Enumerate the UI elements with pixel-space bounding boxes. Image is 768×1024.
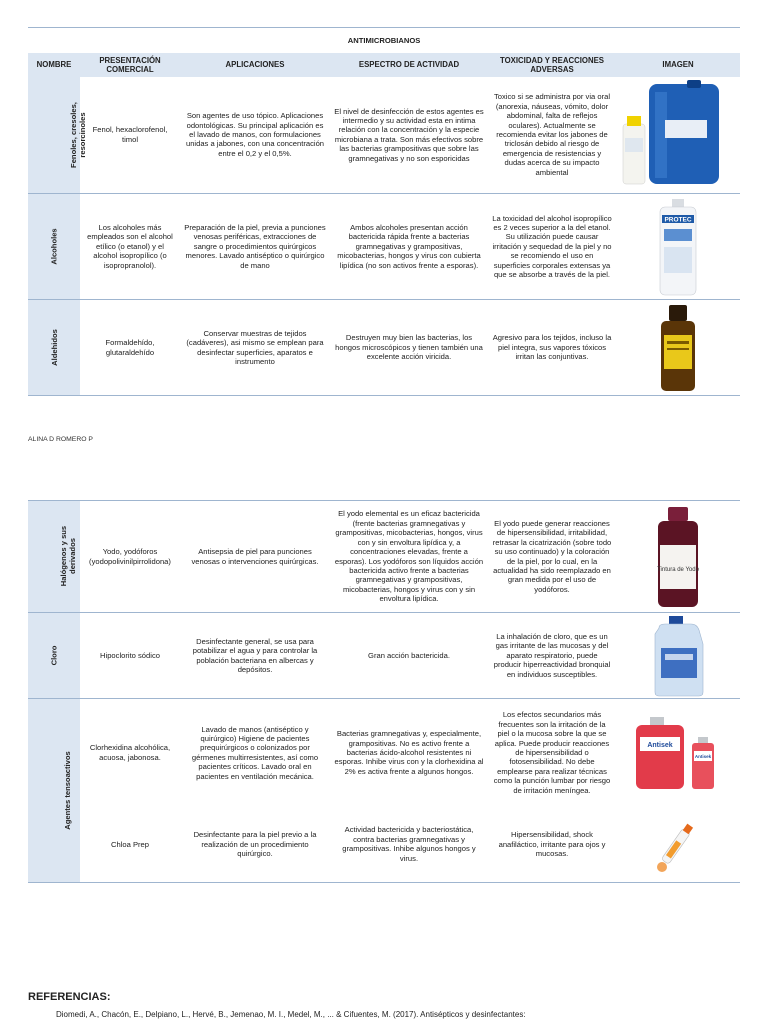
row-name-cell [28,501,80,613]
table-row [28,194,740,300]
row-name: Cloro [49,645,59,666]
presentation-cell: Los alcoholes más empleados son el alcohol etílico (o etanol) y el alcohol isopropílico (o isopropranolol). [80,194,180,300]
header-imagen: IMAGEN [616,53,740,77]
applications-cell: Desinfectante general, se usa para potabilizar el agua y para controlar la población bacteriana en albercas y depósitos. [180,613,330,699]
image-cell [616,501,740,613]
antimicrobials-table [28,27,740,396]
spectrum-cell: Ambos alcoholes presentan acción bactericida rápida frente a bacterias gramnegativas y grampositivas, micobacterias, hongos y virus con cubierta lipídica (no son activos frente a esporas). [330,194,488,300]
alcohol-bottle-label: PROTEC [664,216,692,223]
spectrum-cell: Bacterias gramnegativas y, especialmente, grampositivas. No es activo frente a bacterias ácido-alcohol resistentes ni esporas. Inhibe virus con y la clorhexidina al 2% es activa frente a algunos hongos. [334,729,484,776]
header-aplicaciones: APLICACIONES [180,53,330,77]
image-cell [616,77,740,194]
row-name-cell [28,77,87,194]
reference-item: • Diomedi, A., Chacón, E., Delpiano, L., Hervé, B., Jemenao, M. I., Medel, M., ... & Cifuentes, M. (2017). Antisépticos y desinfectantes: [56,1010,756,1020]
chlorhexidine-small-label: Antisek [694,753,712,759]
references-title: REFERENCIAS: [28,991,111,1003]
toxicity-cell: Toxico si se administra por via oral (anorexia, náuseas, vómito, dolor abdominal, falta de reflejos oculares). Actualmente se recomienda evitar los jabones de triclosán debido al riesgo de emergencia de resistencias y dudas acerca de su impacto ambiental [488,77,616,194]
toxicity-cell: La inhalación de cloro, que es un gas irritante de las mucosas y del aparato respiratorio, puede producir hiperreactividad bronquial en individuos susceptibles. [488,613,616,699]
toxicity-cell: La toxicidad del alcohol isopropílico es 2 veces superior a la del etanol. Su utilización puede causar irritación y sequedad de la piel y no se recomiendo el uso en superficies corporales extensas ya que se absorbe a través de la piel. [488,194,616,300]
header-espectro: ESPECTRO DE ACTIVIDAD [330,53,488,77]
presentation-cell: Yodo, yodóforos (yodopolivinilpirrolidona) [80,501,180,613]
table-row [28,300,740,396]
applications-cell: Preparación de la piel, previa a punciones venosas periféricas, extracciones de sangre o procedimientos quirúrgicos menores. Lavado antiséptico o quirúrgico de mano [180,194,330,300]
image-cell [616,300,740,396]
image-cell [616,613,740,699]
header-presentacion: PRESENTACIÓN COMERCIAL [80,53,180,77]
iodine-tincture-bottle-image [648,505,708,609]
table-row [28,501,740,613]
alcohol-bottle-image [648,197,708,297]
row-name-cell [28,194,80,300]
applications-cell: Son agentes de uso tópico. Aplicaciones odontológicas. Su principal aplicación es el lavado de manos, con formulaciones unidas a jabones, con una concentración entre el 0,2 y el 0,5%. [180,77,330,194]
table-row [28,807,740,883]
phenol-products-image [619,80,737,190]
presentation-cell: Chloa Prep [80,807,180,883]
header-toxicidad: TOXICIDAD Y REACCIONES ADVERSAS [488,53,616,77]
presentation-cell: Clorhexidina alcohólica, acuosa, jabonosa. [89,743,171,762]
spectrum-cell: Actividad bactericida y bacteriostática, contra bacterias gramnegativas y grampositivas. Inhibe algunos hongos y virus. [330,807,488,883]
antimicrobials-table-continued [28,500,740,883]
image-cell [616,194,740,300]
chlorhexidine-label: Antisek [647,741,673,749]
applications-cell: Conservar muestras de tejidos (cadáveres), asi mismo se emplean para desinfectar superficies, aparatos e instrumento [180,300,330,396]
author-name: ALINA D ROMERO P [28,436,93,443]
table-row [28,77,740,194]
presentation-cell: Formaldehído, glutaraldehído [80,300,180,396]
spectrum-cell: Gran acción bactericida. [330,613,488,699]
row-name: Agentes tensoactivos [62,751,72,830]
chlorhexidine-bottles-image [628,713,728,793]
bleach-jug-image [643,614,713,698]
row-name-cell [28,300,80,396]
row-name-cell [28,613,80,699]
toxicity-cell: Agresivo para los tejidos, incluso la piel integra, sus vapores tóxicos irritan las conjuntivas. [488,300,616,396]
header-nombre: NOMBRE [28,53,80,77]
presentation-cell: Hipoclorito sódico [80,613,180,699]
image-cell [616,807,740,883]
toxicity-cell: Hipersensibilidad, shock anafiláctico, irritante para ojos y mucosas. [488,807,616,883]
applications-cell: Antisepsia de piel para punciones venosas o intervenciones quirúrgicas. [180,501,330,613]
row-name: Alcoholes [49,228,59,265]
references-list [56,1010,756,1020]
formaldehyde-bottle-image [653,303,703,393]
toxicity-cell: El yodo puede generar reacciones de hipersensibilidad, irritabilidad, retrasar la cicatrización (sobre todo su uso continuado) y la coloración de la piel, por lo cual, en la actualidad ha sido reemplazado en gran medida por el uso de yodóforos. [488,501,616,613]
iodine-bottle-label: Tintura de Yodo [657,566,699,573]
image-cell [616,699,740,807]
chloraprep-applicator-image [648,809,708,879]
spectrum-cell: El nivel de desinfección de estos agentes es intermedio y su actividad esta en intima relación con la concentración y la especie microbiana a trata. Son más efectivos sobre las bacterias grampositivas que sobre las gramnegativas y no son esporicidas [330,77,488,194]
presentation-cell: Fenol, hexaclorofenol, timol [80,77,180,194]
table-title: ANTIMICROBIANOS [28,28,740,53]
table-row [28,613,740,699]
toxicity-cell: Los efectos secundarios más frecuentes son la irritación de la piel o la mucosa sobre la que se aplica. Puede producir reacciones de hipersensibilidad o fotosensibilidad. No debe emplearse para realizar técnicas como la punción lumbar por riesgo de irritación meníngea. [493,710,611,795]
spectrum-cell: El yodo elemental es un eficaz bactericida (frente bacterias gramnegativas y grampositivas, micobacterias, hongos, virus con y sin envoltura lipídica y, a concentraciones elevadas, frente a esporas). Los yodóforos son líquidos acción bactericida activo frente a bacterias gramnegativas y grampositivas, micobacterias, hongos y virus con y sin envoltura lipídica. [330,501,488,613]
spectrum-cell: Destruyen muy bien las bacterias, los hongos microscópicos y tienen también una excelente acción viricida. [330,300,488,396]
row-name: Aldehidos [49,328,59,366]
applications-cell: Lavado de manos (antiséptico y quirúrgico) Higiene de pacientes prequirúrgicos o colonizados por gérmenes multirresistentes, así como pacientes críticos. Lavado oral en pacientes en ventilación mecánica. [191,724,319,781]
table-row [28,699,740,807]
row-name-cell [28,699,80,883]
row-name: Halógenos y sus derivados [59,526,77,587]
row-name: Fenoles, cresoles, resorcinoles [69,101,87,168]
applications-cell: Desinfectante para la piel previo a la realización de un procedimiento quirúrgico. [180,807,330,883]
